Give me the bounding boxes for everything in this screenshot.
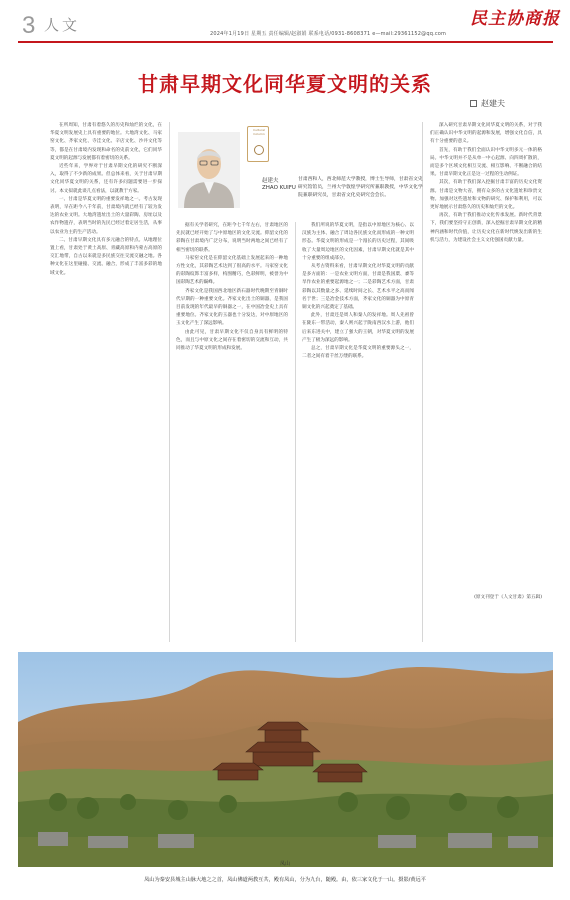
paragraph: 马家窑文化是在仰韶文化基础上发展起来的一种地方性文化，其彩陶艺术达到了很高的水平。马家窑文化的彩陶纹饰丰富多样，构图精巧，色彩鲜明，被誉为中国彩陶艺术的巅峰。 [176,255,288,286]
paragraph: 从考古资料来看，甘肃早期文化对华夏文明的贡献是多方面的：一是农业文明方面，甘肃是我国粟、黍等旱作农业的重要起源地之一；二是彩陶艺术方面，甘肃彩陶以其数量之多、延续时间之长、艺术水平之高而闻名于世；三是冶金技术方面，齐家文化的铜器为中原青铜文化的兴起奠定了基础。 [302,264,414,311]
paragraph: 深入研究甘肃早期文化同华夏文明的关系，对于我们正确认识中华文明的起源和发展，增强文化自信，具有十分重要的意义。 [430,123,542,145]
paragraph: 我们所说的华夏文明，是指以中原地区为核心、以汉族为主体、融合了周边各民族文化而形成的一种文明形态。华夏文明的形成是一个漫长的历史过程，其间吸收了大量周边地区的文化因素，甘肃早期文化就是其中十分重要的组成部分。 [302,223,414,261]
author-portrait [178,132,240,208]
paragraph: 此外，甘肃还是周人和秦人的发祥地。周人先祖曾在陇东一带活动，秦人则兴起于陇南西汉水上游，他们后来东进关中，建立了强大的王朝，对华夏文明的发展产生了极为深远的影响。 [302,313,414,343]
paragraph: 首先，有助于我们全面认识中华文明多元一体的格局。中华文明并不是从单一中心起源、向四周扩散的，而是多个区域文化相互交流、相互影响、不断融合的结果。甘肃早期文化正是这一过程的生动例证。 [430,147,542,178]
author-bio: 甘肃西和人，西北师范大学教授，博士生导师，甘肃省文史研究馆馆员，兰州大学敦煌学研究所兼职教授，中华文化学院兼职研究员，甘肃省文化史研究会会长。 [298,177,423,198]
column-divider [169,122,170,642]
article-column-1 [50,122,162,642]
article-column-2 [176,222,288,642]
page-number: 3 [22,12,36,39]
paragraph: 一、甘肃是华夏文明的重要发祥地之一。考古发现表明，早在距今八千年前，甘肃境内就已经有了较为发达的农业文明。大地湾遗址出土的大量彩陶、房址以及农作物遗存，表明当时的先民已经过着定居生活，从事以农业为主的生产活动。 [50,196,162,235]
paragraph: 据有关学者研究，在距今七千年左右，甘肃地区的先民就已经开始了与中原地区的文化交流。仰韶文化的彩陶在甘肃境内广泛分布，说明当时两地之间已经有了相当密切的联系。 [176,223,288,253]
column-divider [295,222,296,642]
photo-caption: 凤山为秦安县城主山脉大地之之首，凤山佛道两教互共，殿有凤山，分为九台，随殿。由，依三家文化于一山。摄影/黄远平 [144,877,426,883]
article-byline [470,98,505,109]
header-info: 2024年1月19日 星期五 责任编辑/赵淑娟 联系电话/0931-8608371 e—mail:29361152@qq.com [210,31,447,37]
badge-circle-icon [254,145,264,155]
paragraph: 总之，甘肃早期文化是华夏文明的重要源头之一，二者之间有着千丝万缕的联系。 [302,346,414,360]
cultural-column-badge [247,126,269,162]
paragraph: 由此可见，甘肃早期文化不仅自身具有鲜明的特色，而且与中原文化之间存在着密切的交流和互动，共同推动了华夏文明的形成和发展。 [176,329,288,352]
photo-label: 凤山 [279,861,290,867]
article-column-3 [302,222,414,642]
article-title: 甘肃早期文化同华夏文明的关系 [138,72,432,96]
newspaper-masthead: 民主协商报 [470,9,560,29]
page-header [0,0,570,44]
author-name [262,178,296,192]
byline-author: 赵建夫 [481,99,505,108]
paragraph: 其次，有助于我们深入挖掘甘肃丰富的历史文化资源。甘肃是文物大省，拥有众多的古文化遗址和珍贵文物。加强对这些遗址和文物的研究、保护和利用，可以更好地展示甘肃悠久的历史和灿烂的文化。 [430,180,542,211]
article-column-4 [430,122,542,590]
paragraph: 再次，有助于我们推动文化传承发展。新时代背景下，我们要坚持守正创新，深入挖掘甘肃早期文化的精神内涵和时代价值，让历史文化在新时代焕发出新的生机与活力，为建设社会主义文化强国贡献力量。 [430,213,542,243]
header-rule [18,41,553,43]
author-name-en: ZHAO KUIFU [262,185,296,191]
author-name-cn: 赵建夫 [262,178,279,184]
section-name: 人文 [44,17,81,34]
byline-box-icon [470,100,477,107]
paragraph: 齐家文化是我国西北地区新石器时代晚期至青铜时代早期的一种重要文化。齐家文化出土的铜器，是我国目前发现的年代最早的铜器之一，在中国冶金史上具有重要地位。齐家文化的玉器也十分发达，对中原地区的玉文化产生了深远影响。 [176,288,288,327]
article-source: (原文刊登于《人文甘肃》第五辑) [474,595,542,600]
column-divider [422,122,423,642]
landscape-photo [18,652,553,867]
paragraph: 在所周知，甘肃有着悠久的历史和灿烂的文化，在华夏文明发展史上具有重要的地位。大地湾文化、马家窑文化、齐家文化、寺洼文化、辛店文化、沙井文化等等，都是在甘肃境内发现和命名的史前文化，它们同华夏文明的起源与发展都有着密切的关系。 [50,123,162,161]
paragraph: 二、甘肃早期文化具有多元融合的特点。从地理位置上看，甘肃处于黄土高原、青藏高原和内蒙古高原的交汇地带，自古以来就是多民族交往交流交融之地。各种文化在这里碰撞、交流、融合，形成了丰富多彩的地域文化。 [50,237,162,276]
paragraph: 近些年来，学界对于甘肃早期文化的研究不断深入，取得了不少新的成果。但总体来看，关于甘肃早期文化同华夏文明的关系，还有许多问题需要进一步探讨。本文拟就此谈几点看法，以就教于方家。 [50,164,162,194]
cultural-badge-text: Cultural Column [253,128,265,136]
